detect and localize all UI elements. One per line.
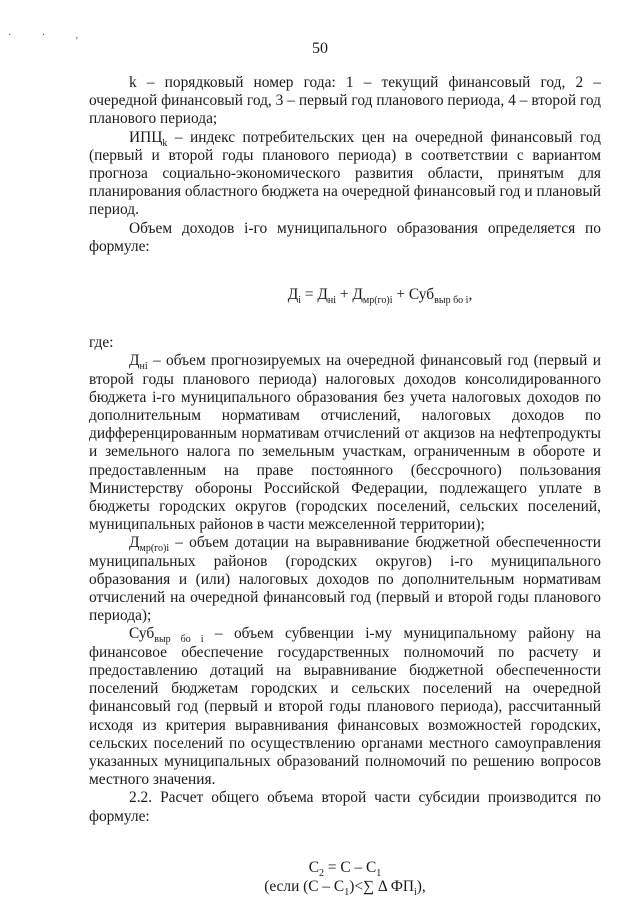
subvention-definition <box>89 625 601 789</box>
f1-t1-sub: нi <box>327 295 336 307</box>
dni-definition <box>89 352 601 534</box>
income-intro: Объем доходов i-го муниципального образования определяется по формуле: <box>89 219 601 255</box>
f2-rhs: = С – С <box>323 858 377 876</box>
f3-pre-sub: 1 <box>344 886 350 898</box>
ipc-text: – индекс потребительских цен на очередной финансовый год (первый и второй годы планового периода) в соответствии с вариантом прогноза социально-экономического развития области, принятым для планирования областного бюджета на очередной финансовый год и плановый период. <box>89 128 601 219</box>
f1-eq: = <box>300 286 318 304</box>
f1-lhs-sub: i <box>298 295 301 307</box>
f1-t3-sub: выр бо i <box>434 295 469 307</box>
page-number: 50 <box>312 40 328 57</box>
document-body <box>89 74 601 896</box>
section-2-2: 2.2. Расчет общего объема второй части субсидии производится по формуле: <box>89 789 601 825</box>
ipc-definition <box>89 129 601 220</box>
f2-lhs-sub: 2 <box>318 867 324 879</box>
dmr-term: Д <box>129 534 140 552</box>
f1-lhs: Д <box>287 286 299 304</box>
scan-margin-marks: · · , <box>8 30 93 41</box>
subsidy-condition <box>89 877 601 896</box>
f1-t2: Д <box>352 286 363 304</box>
f3-mid: )<∑ Δ ФП <box>349 877 414 895</box>
income-formula <box>89 286 601 307</box>
sub-sub: выр бо i <box>154 634 204 646</box>
k-term: k <box>129 74 137 91</box>
sub-text: – объем субвенции i-му муниципальному району на финансовое обеспечение государственных полномочий по расчету и предоставлению дотаций на выравнивание бюджетной обеспеченности поселений бюджетам городских и сельских поселений на очередной финансовый год (первый и второй годы планового периода), рассчитанный исходя из критерия выравнивания финансовых возможностей городских, сельских поселений по осуществлению органами местного самоуправления указанных муниципальных образований полномочий по решению вопросов местного значения. <box>89 625 602 789</box>
f2-lhs: С <box>308 858 319 876</box>
f1-plus1: + <box>336 286 353 304</box>
dmr-definition <box>89 534 601 625</box>
f3-mid-sub: i <box>414 886 417 898</box>
subsidy-formula-block <box>89 858 601 896</box>
f3-post: ), <box>416 877 426 895</box>
k-text: – порядковый номер года: 1 – текущий финансовый год, 2 – очередной финансовый год, 3 – первый год планового периода, 4 – второй год планового периода; <box>89 74 601 128</box>
f2-rhs-sub: 1 <box>376 867 382 879</box>
f1-plus2: + <box>392 286 409 304</box>
f1-t2-sub: мр(го)i <box>362 295 393 307</box>
k-definition <box>89 74 601 129</box>
dni-text: – объем прогнозируемых на очередной финансовый год (первый и второй годы планового периода) налоговых доходов консолидированного бюджета i-го муниципального образования без учета налоговых доходов по дополнительным нормативам отчислений, налоговых доходов по дифференцированным нормативам отчислений от акцизов на нефтепродукты и земельного налога по земельным участкам, ограниченным в обороте и предоставленным на праве постоянного (бессрочного) пользования Министерству обороны Российской Федерации, подлежащего уплате в бюджеты городских округов (городских поселений, сельских поселений, муниципальных районов в части межселенной территории); <box>89 352 601 534</box>
where-label: где: <box>89 334 114 352</box>
dni-term: Д <box>129 352 140 370</box>
f3-pre: (если (С – С <box>264 877 345 895</box>
ipc-term: ИПЦ <box>129 128 163 146</box>
f1-t1: Д <box>317 286 328 304</box>
dmr-sub: мр(го)i <box>139 543 170 555</box>
f1-t3: Суб <box>408 286 435 304</box>
ipc-sub: k <box>162 137 168 149</box>
sub-term: Суб <box>129 625 155 643</box>
subsidy-formula <box>89 858 601 877</box>
dmr-text: – объем дотации на выравнивание бюджетной обеспеченности муниципальных районов (городских округов) i-го муниципального образования и (или) налоговых доходов по дополнительным нормативам отчислений на очередной финансовый год (первый и второй годы планового периода); <box>89 534 601 625</box>
dni-sub: нi <box>139 361 148 373</box>
f1-end: , <box>468 286 473 304</box>
